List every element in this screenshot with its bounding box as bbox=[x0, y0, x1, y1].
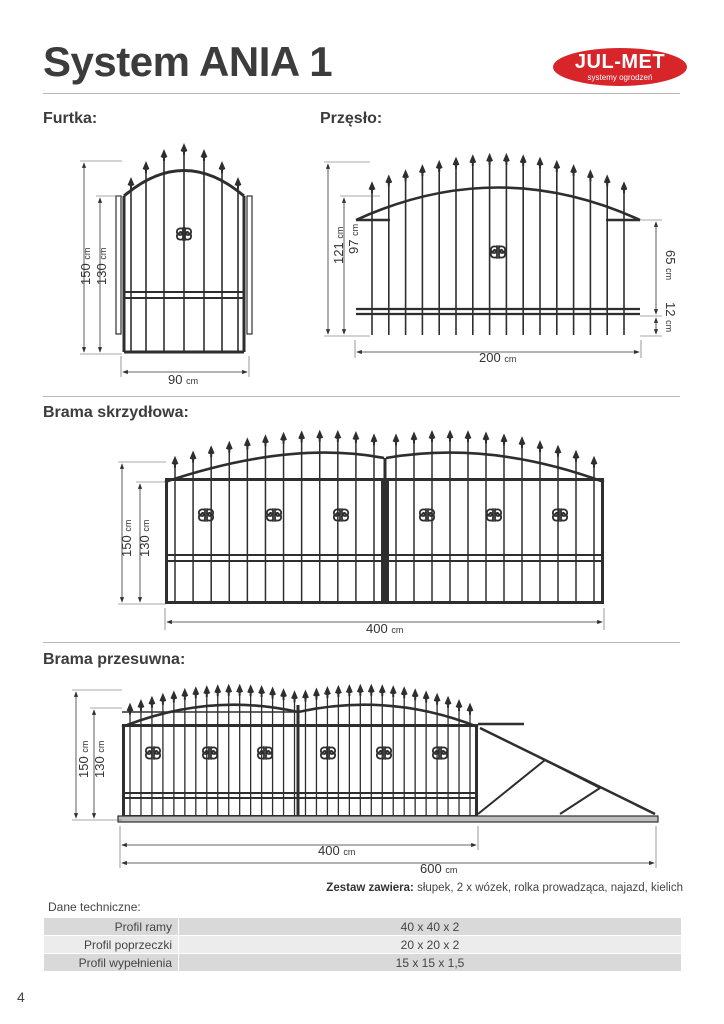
dim-label-skrzyd-height-150: 150 cm bbox=[119, 519, 134, 557]
spear-tip bbox=[236, 684, 243, 696]
ornament-scroll bbox=[203, 747, 217, 759]
spec-value: 40 x 40 x 2 bbox=[179, 918, 682, 936]
kit-contents-label: Zestaw zawiera: bbox=[326, 882, 414, 894]
spear-tip bbox=[390, 685, 397, 697]
dim-label-przeslo-height-12: 12 cm bbox=[663, 302, 678, 333]
spear-tip bbox=[570, 164, 577, 176]
gate-post-left bbox=[116, 196, 121, 334]
gate-leaf-frame bbox=[167, 480, 383, 603]
spear-tip bbox=[467, 703, 474, 715]
ornament-scroll bbox=[487, 509, 501, 521]
spear-tip bbox=[190, 450, 197, 462]
spear-tip bbox=[160, 693, 167, 705]
spear-tip bbox=[214, 684, 221, 696]
spear-tip bbox=[604, 174, 611, 186]
dim-label-furtka-height-130: 130 cm bbox=[94, 247, 109, 285]
bottom-guide-rail bbox=[118, 816, 658, 822]
spear-tip bbox=[385, 174, 392, 186]
spec-name: Profil wypełnienia bbox=[44, 954, 179, 972]
ornament-scroll bbox=[267, 509, 281, 521]
spear-tip bbox=[280, 688, 287, 700]
spear-tip bbox=[501, 433, 508, 445]
spear-tip bbox=[537, 157, 544, 169]
spear-tip bbox=[298, 430, 305, 442]
spear-tip bbox=[573, 450, 580, 462]
section-title-brama-skrzydlowa: Brama skrzydłowa: bbox=[43, 404, 189, 421]
dim-label-przes-width-400: 400 cm bbox=[318, 843, 356, 858]
dim-label-przeslo-height-97: 97 cm bbox=[346, 223, 361, 254]
tail-brace bbox=[478, 760, 545, 814]
spear-tip bbox=[520, 154, 527, 166]
spear-tip bbox=[149, 696, 156, 708]
spear-tip bbox=[486, 153, 493, 165]
spear-tip bbox=[369, 181, 376, 193]
sliding-gate-frame bbox=[124, 726, 477, 817]
spear-tip bbox=[316, 430, 323, 442]
spec-name: Profil ramy bbox=[44, 918, 179, 936]
spear-tip bbox=[447, 430, 454, 442]
spear-tip bbox=[235, 177, 242, 189]
spear-tip bbox=[269, 686, 276, 698]
spear-tip bbox=[170, 690, 177, 702]
spear-tip bbox=[537, 440, 544, 452]
table-row bbox=[44, 936, 681, 954]
dim-label-skrzyd-width-400: 400 cm bbox=[366, 621, 404, 636]
section-title-przeslo: Przęsło: bbox=[320, 110, 383, 127]
spear-tip bbox=[412, 688, 419, 700]
spear-tip bbox=[469, 154, 476, 166]
spear-tip bbox=[280, 432, 287, 444]
dim-label-skrzyd-height-130: 130 cm bbox=[137, 519, 152, 557]
kit-contents bbox=[326, 882, 683, 894]
tail-brace bbox=[560, 788, 600, 814]
dim-label-przeslo-height-65: 65 cm bbox=[663, 250, 678, 281]
brama-skrzydlowa-drawing bbox=[118, 430, 604, 630]
spear-tip bbox=[456, 699, 463, 711]
spear-tip bbox=[302, 689, 309, 701]
spear-tip bbox=[393, 433, 400, 445]
page-number: 4 bbox=[17, 989, 25, 1005]
spear-tip bbox=[258, 685, 265, 697]
spear-tip bbox=[335, 685, 342, 697]
section-title-furtka: Furtka: bbox=[43, 110, 98, 127]
logo-name: JUL-MET bbox=[574, 51, 666, 73]
spear-tip bbox=[225, 684, 232, 696]
spear-tip bbox=[368, 684, 375, 696]
spear-tip bbox=[483, 431, 490, 443]
tech-data-title: Dane techniczne: bbox=[48, 900, 141, 914]
ornament-scroll bbox=[491, 246, 505, 258]
page-title: System ANIA 1 bbox=[43, 38, 333, 85]
spear-tip bbox=[138, 699, 145, 711]
spear-tip bbox=[203, 685, 210, 697]
spec-value: 15 x 15 x 1,5 bbox=[179, 954, 682, 972]
ornament-scroll bbox=[258, 747, 272, 759]
spear-tip bbox=[453, 157, 460, 169]
section-title-brama-przesuwna: Brama przesuwna: bbox=[43, 651, 186, 668]
tech-data-table bbox=[44, 918, 681, 972]
dim-label-przes-height-150: 150 cm bbox=[76, 740, 91, 778]
spear-tip bbox=[181, 143, 188, 155]
spear-tip bbox=[371, 433, 378, 445]
spear-tip bbox=[621, 181, 628, 193]
dim-label-przes-width-600: 600 cm bbox=[420, 861, 458, 876]
spear-tip bbox=[555, 445, 562, 457]
spear-tip bbox=[519, 436, 526, 448]
dim-label-przeslo-height-121: 121 cm bbox=[331, 226, 346, 264]
spear-tip bbox=[201, 149, 208, 161]
spear-tip bbox=[423, 690, 430, 702]
spear-tip bbox=[324, 686, 331, 698]
dim-label-furtka-height-150: 150 cm bbox=[78, 247, 93, 285]
spear-tip bbox=[419, 164, 426, 176]
spear-tip bbox=[181, 688, 188, 700]
spear-tip bbox=[161, 149, 168, 161]
ornament-scroll bbox=[433, 747, 447, 759]
dim-label-przes-height-130: 130 cm bbox=[92, 740, 107, 778]
spear-tip bbox=[127, 703, 134, 715]
spear-tip bbox=[434, 693, 441, 705]
spear-tip bbox=[334, 430, 341, 442]
top-arch-rail bbox=[356, 188, 640, 221]
spear-tip bbox=[353, 431, 360, 443]
spear-tip bbox=[226, 441, 233, 453]
arch-rail bbox=[122, 705, 298, 727]
ornament-scroll bbox=[146, 747, 160, 759]
spear-tip bbox=[503, 153, 510, 165]
spear-tip bbox=[346, 684, 353, 696]
spec-name: Profil poprzeczki bbox=[44, 936, 179, 954]
spear-tip bbox=[465, 430, 472, 442]
spear-tip bbox=[219, 161, 226, 173]
arch-rail bbox=[165, 453, 384, 482]
spear-tip bbox=[402, 169, 409, 181]
dim-label-przeslo-width-200: 200 cm bbox=[479, 350, 517, 365]
tail-brace bbox=[545, 760, 600, 788]
ornament-scroll bbox=[334, 509, 348, 521]
gate-leaf-frame bbox=[388, 480, 603, 603]
spear-tip bbox=[591, 456, 598, 468]
gate-post-right bbox=[247, 196, 252, 334]
spear-tip bbox=[247, 684, 254, 696]
spear-tip bbox=[445, 696, 452, 708]
spear-tip bbox=[172, 456, 179, 468]
logo-tagline: systemy ogrodzeń bbox=[587, 73, 653, 82]
ornament-scroll bbox=[377, 747, 391, 759]
spear-tip bbox=[192, 686, 199, 698]
table-row bbox=[44, 918, 681, 936]
arch-rail bbox=[298, 705, 478, 727]
spec-value: 20 x 20 x 2 bbox=[179, 936, 682, 954]
spear-tip bbox=[587, 169, 594, 181]
spear-tip bbox=[262, 434, 269, 446]
dim-label-furtka-width-90: 90 cm bbox=[168, 372, 199, 387]
spear-tip bbox=[208, 445, 215, 457]
spear-tip bbox=[411, 431, 418, 443]
table-row bbox=[44, 954, 681, 972]
spear-tip bbox=[244, 437, 251, 449]
kit-contents-text: słupek, 2 x wózek, rolka prowadząca, najazd, kielich bbox=[417, 882, 683, 894]
spear-tip bbox=[436, 160, 443, 172]
spear-tip bbox=[429, 430, 436, 442]
spear-tip bbox=[379, 684, 386, 696]
przeslo-drawing bbox=[324, 153, 662, 358]
spear-tip bbox=[143, 161, 150, 173]
arch-rail bbox=[386, 453, 604, 482]
brama-przesuwna-drawing bbox=[72, 684, 658, 868]
spear-tip bbox=[553, 160, 560, 172]
spear-tip bbox=[357, 684, 364, 696]
spear-tip bbox=[313, 688, 320, 700]
spear-tip bbox=[291, 690, 298, 702]
spear-tip bbox=[401, 686, 408, 698]
ornament-scroll bbox=[553, 509, 567, 521]
